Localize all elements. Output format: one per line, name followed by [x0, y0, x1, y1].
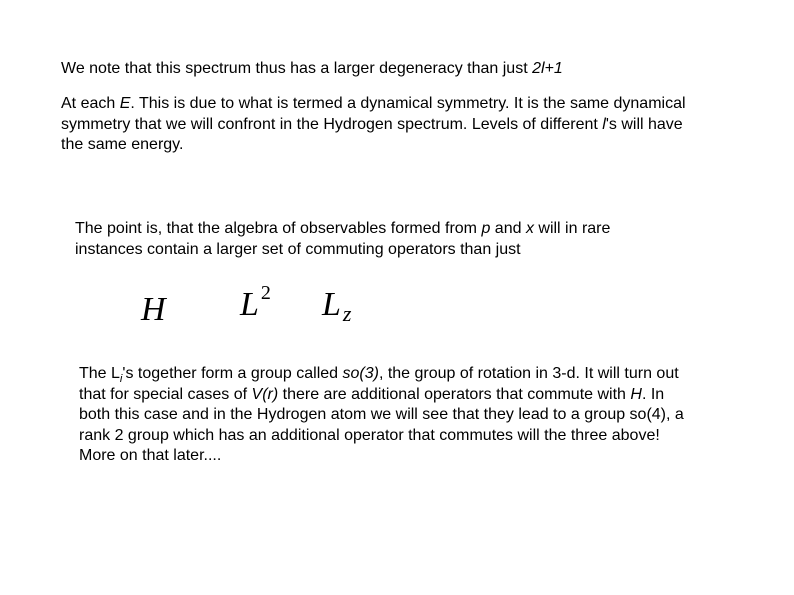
- lz-base: L: [322, 286, 341, 323]
- li-subscript: i: [119, 373, 123, 386]
- grp-text-5: . In both this case and in the Hydrogen atom we will see that they lead to a group so(4), a rank 2 group which has an additional operator that commutes will the three above! More on that later....: [79, 385, 684, 464]
- p-symbol: p: [481, 220, 491, 237]
- degeneracy-formula: 2l+1: [532, 60, 563, 77]
- lz-subscript: z: [342, 301, 352, 326]
- l-symbol: l: [602, 115, 606, 133]
- grp-text-3: , the group of rotation in 3-d. It will turn out that for special cases of: [79, 365, 679, 403]
- l2-exponent: 2: [260, 282, 271, 304]
- alg-text-1: The point is, that the algebra of observables formed from: [75, 220, 482, 237]
- algebra-paragraph: [75, 219, 665, 260]
- grp-text-2: 's together form a group called: [122, 365, 343, 382]
- grp-text-1: The L: [79, 365, 120, 382]
- dynamical-symmetry-paragraph: [61, 94, 689, 156]
- dyn-text-3: 's will have the same energy.: [61, 115, 683, 153]
- h-letter: H: [141, 291, 166, 328]
- group-paragraph: [79, 364, 693, 467]
- h-symbol: H: [630, 385, 642, 403]
- energy-symbol: E: [119, 95, 131, 112]
- grp-text-4: there are additional operators that commute with: [278, 385, 631, 403]
- lz-symbol: [322, 286, 352, 326]
- l-squared-symbol: [240, 282, 271, 324]
- vr-symbol: V(r): [251, 385, 279, 403]
- x-symbol: x: [525, 220, 534, 237]
- so3-symbol: so(3): [342, 365, 379, 382]
- alg-text-2: and: [490, 220, 526, 237]
- l2-base: L: [240, 286, 259, 323]
- hamiltonian-symbol: [141, 291, 166, 329]
- dyn-text-1: At each: [61, 95, 120, 112]
- degeneracy-note: [61, 59, 761, 80]
- degeneracy-note-text: We note that this spectrum thus has a larger degeneracy than just: [61, 60, 533, 77]
- dyn-text-2: . This is due to what is termed a dynamical symmetry. It is the same dynamical symmetry that we will confront in the Hydrogen spectrum. Levels of different: [61, 95, 686, 133]
- alg-text-3: will in rare instances contain a larger set of commuting operators than just: [75, 220, 611, 258]
